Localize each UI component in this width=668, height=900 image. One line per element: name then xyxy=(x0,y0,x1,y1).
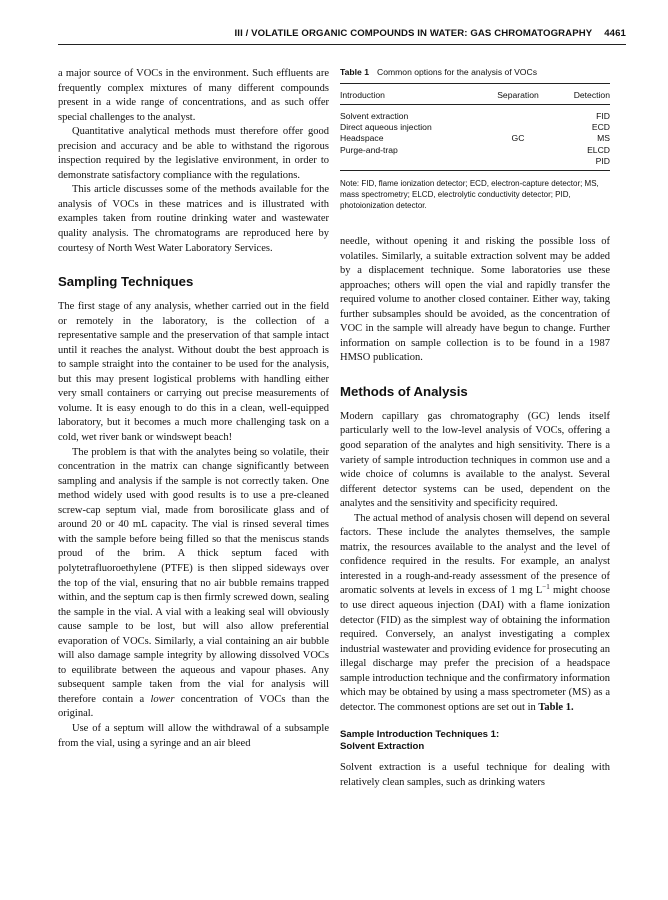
column-header: Detection xyxy=(573,90,610,100)
right-column xyxy=(340,235,610,791)
column-header: Introduction xyxy=(340,90,385,100)
subsection-heading-line: Sample Introduction Techniques 1: xyxy=(340,729,500,741)
page-number: 4461 xyxy=(604,28,626,39)
table-cell: Headspace xyxy=(340,133,384,144)
paragraph-text: The problem is that with the analytes being so volatile, their concentration in the matrix can change significantly between sampling and analysis if the sample is not correctly taken. One method widely used with good results is to use a pre-cleaned screw-cap septum vial, made from borosilicate glass and of around 20 or 40 mL capacity. The vial is rinsed several times with the sample before being filled so that the meniscus stands proud of the brim. A thick septum faced with polytetrafluoroethylene (PTFE) is then slipped sideways over the top of the vial, ensuring that no air bubble remains trapped within, and the septum cap is then firmly screwed down, sealing the sample in the vial. A vial with a leaking seal will obviously cause sample to be lost, but will also allow preferential evaporation of VOCs. Similarly, a vial containing an air bubble will also damage sample integrity by allowing dissolved VOCs to equilibrate between the aqueous and vapour phases. Any subsequent sample taken from the vial for analysis will therefore contain a xyxy=(58,446,329,705)
paragraph: Use of a septum will allow the withdrawal of a subsample from the vial, using a syringe and an air bleed xyxy=(58,722,329,749)
table-cell: GC xyxy=(511,133,525,144)
table-cell: Purge-and-trap xyxy=(340,144,398,155)
table-body xyxy=(340,105,610,170)
subsection-heading xyxy=(340,729,610,753)
detection-cell xyxy=(560,111,610,167)
table-cell: Direct aqueous injection xyxy=(340,122,432,133)
left-column xyxy=(58,67,329,751)
paragraph: Solvent extraction is a useful technique for dealing with relatively clean samples, such as drinking waters xyxy=(340,762,610,788)
introduction-cell xyxy=(340,111,476,167)
paragraph: The first stage of any analysis, whether carried out in the field or remotely in the laboratory, is the collection of a representative sample and the preservation of that sample intact until it reaches the analyst. Without doubt the best approach is to sample straight into the container to be used for the analysis, but this may present logistical problems with handling either very small containers or carrying out precise measurements of volume. It is easy enough to do this in a clean, well-equipped laboratory, but it becomes a much more challenging task on a cold, wet river bank or windswept beach! xyxy=(58,301,329,444)
table-reference: Table 1. xyxy=(538,701,574,713)
table-cell: ELCD xyxy=(587,144,610,155)
table-label: Table 1 xyxy=(340,67,369,77)
section-heading-methods: Methods of Analysis xyxy=(340,383,468,399)
section-heading-sampling: Sampling Techniques xyxy=(58,274,194,290)
separation-cell xyxy=(476,111,560,167)
running-head xyxy=(58,28,626,45)
paragraph-text: might choose to use direct aqueous injection (DAI) with a flame ionization detector (FID) as the simplest way of obtaining the information required. Conversely, an analyst investigating a complex industrial wastewater and providing evidence for prosecuting an illegal discharge may prefer the precision of a headspace sample introduction technique and the confirmatory information which may be obtained by using a mass spectrometer (MS) as a detector. The commonest options are set out in xyxy=(340,585,611,713)
superscript: −1 xyxy=(542,583,550,592)
running-title: III / VOLATILE ORGANIC COMPOUNDS IN WATER: GAS CHROMATOGRAPHY xyxy=(234,28,593,39)
table-grid xyxy=(340,83,610,171)
paragraph: needle, without opening it and risking the possible loss of volatiles. Similarly, a suitable extraction solvent may be added by a displacement technique. Some laboratories use these approaches; others will open the vial and rapidly transfer the required volume to another closed container. Either way, taking further subsamples should be avoided, as the concentration of VOC in the sample will already have begun to change. Further information on sample collection is to be found in a 1987 HMSO publication. xyxy=(340,236,610,364)
table-cell: MS xyxy=(597,133,610,144)
paragraph: Quantitative analytical methods must therefore offer good precision and accuracy and be able to withstand the rigorous inspection required by the legislative environment, in order to demonstrate satisfactory compliance with the regulations. xyxy=(58,126,329,181)
table-header-row xyxy=(340,84,610,105)
paragraph: a major source of VOCs in the environment. Such effluents are frequently complex mixtures of many different compounds present in a wide range of concentrations, and as such offer special challenges to the analyst. xyxy=(58,68,329,123)
paragraph-text: The actual method of analysis chosen will depend on several factors. These include the analytes themselves, the sample matrix, the resources available to the analyst and the level of confidence required in the results. For example, an analyst interested in a rough-and-ready assessment of the presence of aromatic solvents at levels in excess of 1 mg L xyxy=(340,512,610,597)
paragraph xyxy=(58,446,329,722)
paragraph: Modern capillary gas chromatography (GC) lends itself particularly well to the low-level analysis of VOCs, offering a good separation of the analytes and high sensitivity. There is a variety of sample introduction techniques in common use and a wide choice of columns is available to the analyst. Several different detector systems can be used, dependent on the analytes and the sensitivity and specificity required. xyxy=(340,410,610,510)
table-caption xyxy=(340,67,610,77)
subsection-heading-line: Solvent Extraction xyxy=(340,741,425,753)
table-cell: FID xyxy=(596,111,610,121)
table-cell: ECD xyxy=(591,122,610,133)
paragraph-text: concentration of VOCs than the original. xyxy=(58,693,329,720)
table-caption-text: Common options for the analysis of VOCs xyxy=(376,67,537,77)
column-header: Separation xyxy=(497,90,539,100)
emphasis: lower xyxy=(150,693,175,705)
table-1 xyxy=(340,67,610,211)
paragraph xyxy=(340,512,610,716)
table-cell: Solvent extraction xyxy=(340,111,409,121)
table-cell: PID xyxy=(595,155,610,166)
paragraph: This article discusses some of the methods available for the analysis of VOCs in these matrices and is illustrated with examples taken from routine drinking water and wastewater quality analysis. The chromatograms are reproduced here by courtesy of North West Water Laboratory Services. xyxy=(58,184,329,254)
table-note: Note: FID, flame ionization detector; ECD, electron-capture detector; MS, mass spectrometry; ELCD, electrolytic conductivity detector; PID, photoionization detector. xyxy=(340,179,599,210)
